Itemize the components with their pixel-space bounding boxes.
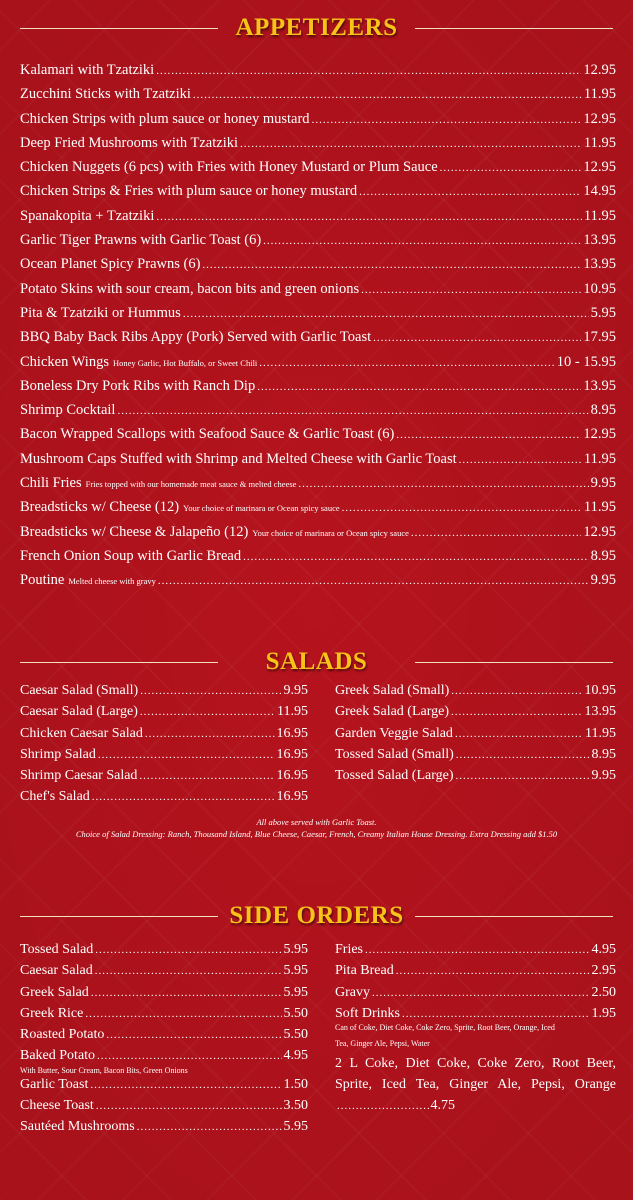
menu-item (20, 704, 308, 725)
dot-leader (456, 770, 590, 782)
menu-item (335, 985, 616, 1006)
menu-item (20, 1006, 308, 1027)
dot-leader (455, 728, 583, 740)
item-price: 12.95 (583, 62, 616, 78)
item-price: 5.95 (283, 984, 308, 1000)
salads-left-list (20, 683, 308, 811)
item-name: Mushroom Caps Stuffed with Shrimp and Melted Cheese with Garlic Toast (20, 450, 457, 467)
two-litre-text: 2 L Coke, Diet Coke, Coke Zero, Root Beer, Sprite, Iced Tea, Ginger Ale, Pepsi, Orange (335, 1056, 616, 1093)
two-litre-price-row (335, 1095, 455, 1115)
item-price: 11.95 (583, 207, 616, 224)
item-price: 3.50 (283, 1098, 308, 1114)
item-name: Chicken Wings (20, 353, 109, 370)
menu-item (20, 135, 616, 159)
menu-item (20, 208, 616, 232)
item-price: 2.50 (591, 984, 616, 1000)
menu-item (20, 726, 308, 747)
item-name: Ocean Planet Spicy Prawns (6) (20, 256, 201, 273)
menu-item (20, 683, 308, 704)
menu-item (335, 747, 616, 768)
dot-leader (90, 1079, 281, 1091)
item-name: Pita & Tzatziki or Hummus (20, 304, 181, 321)
menu-item (20, 548, 616, 572)
item-name: Garlic Toast (20, 1076, 89, 1092)
menu-item (20, 232, 616, 256)
item-name: Pita Bread (335, 963, 394, 979)
item-price: 11.95 (583, 499, 616, 516)
dot-leader (411, 527, 582, 539)
item-price: 16.95 (276, 789, 308, 805)
dot-leader (337, 1096, 429, 1117)
item-name: BBQ Baby Back Ribs Appy (Pork) Served with Garlic Toast (20, 329, 372, 346)
dot-leader (359, 186, 581, 198)
item-price: 5.95 (283, 942, 308, 957)
two-litre-wrapper (335, 1053, 616, 1116)
item-name: Chicken Caesar Salad (20, 725, 143, 741)
dot-leader (193, 89, 582, 101)
dot-leader (95, 944, 281, 956)
menu-item (20, 111, 616, 135)
dot-leader (140, 706, 275, 718)
item-price: 4.95 (591, 942, 616, 957)
dot-leader (456, 749, 590, 761)
dot-leader (98, 749, 275, 761)
item-price: 12.95 (583, 523, 616, 540)
menu-item (20, 768, 308, 789)
dot-leader (342, 502, 582, 514)
item-name: Caesar Salad (Large) (20, 704, 138, 720)
salads-right-list (335, 683, 616, 789)
sides-left-list (20, 942, 308, 1141)
item-price: 5.95 (590, 304, 616, 321)
item-name: Roasted Potato (20, 1027, 105, 1043)
dot-leader (396, 429, 581, 441)
item-price: 13.95 (583, 377, 616, 394)
item-price: 12.95 (583, 426, 616, 443)
item-price: 11.95 (583, 134, 616, 151)
menu-item (335, 683, 616, 704)
dot-leader (451, 706, 582, 718)
item-name: Shrimp Salad (20, 746, 96, 762)
item-price: 2.95 (591, 963, 616, 979)
item-name: Soft Drinks (335, 1005, 400, 1021)
item-name: Breadsticks w/ Cheese (12) (20, 499, 180, 516)
menu-item (20, 159, 616, 183)
item-price: 16.95 (276, 768, 308, 784)
item-price: 4.95 (283, 1048, 308, 1064)
dot-leader (140, 685, 281, 697)
item-price: 5.50 (283, 1005, 308, 1021)
item-note: Melted cheese with gravy (68, 576, 156, 587)
item-price: 11.95 (277, 704, 308, 720)
dot-leader (91, 987, 282, 999)
soft-drinks-note: Can of Coke, Diet Coke, Coke Zero, Sprite, Root Beer, Orange, Iced (335, 1023, 555, 1033)
item-name: Greek Rice (20, 1005, 84, 1021)
dot-leader (257, 381, 581, 393)
menu-item (20, 256, 616, 280)
item-price: 16.95 (276, 725, 308, 741)
menu-item (20, 1119, 308, 1140)
menu-item (20, 963, 308, 984)
item-price: 9.95 (590, 475, 616, 492)
sides-header (0, 898, 633, 934)
dot-leader (85, 1008, 281, 1020)
soft-drinks-note-2: Tea, Ginger Ale, Pepsi, Water (335, 1039, 430, 1049)
dot-leader (259, 357, 554, 369)
item-price: 13.95 (583, 256, 616, 273)
dot-leader (97, 1050, 281, 1062)
item-name: Shrimp Cocktail (20, 402, 116, 419)
dot-leader (402, 1008, 590, 1020)
item-price: 9.95 (590, 572, 616, 589)
item-name: Greek Salad (Small) (335, 683, 450, 698)
menu-item (20, 305, 616, 329)
item-name: Greek Salad (20, 984, 89, 1000)
dot-leader (240, 138, 582, 150)
item-note: Your choice of marinara or Ocean spicy sauce (252, 527, 409, 538)
menu-item (20, 426, 616, 450)
menu-item (20, 789, 308, 810)
item-name: Spanakopita + Tzatziki (20, 207, 155, 224)
item-price: 12.95 (583, 159, 616, 176)
item-price: 5.95 (283, 963, 308, 979)
dot-leader (92, 791, 275, 803)
dot-leader (459, 454, 582, 466)
appetizers-title: APPETIZERS (235, 14, 398, 41)
item-price: 16.95 (276, 746, 308, 762)
item-price: 10 - 15.95 (556, 353, 616, 370)
item-price: 1.95 (591, 1005, 616, 1021)
item-note: Honey Garlic, Hot Buffalo, or Sweet Chili (112, 357, 258, 368)
dot-leader (396, 965, 590, 977)
item-name: Shrimp Caesar Salad (20, 768, 138, 784)
two-litre-item (335, 1056, 616, 1092)
item-name: Greek Salad (Large) (335, 704, 450, 720)
menu-item (20, 281, 616, 305)
item-price: 10.95 (583, 280, 616, 297)
menu-item (20, 62, 616, 86)
item-name: Garlic Tiger Prawns with Garlic Toast (6) (20, 232, 262, 249)
item-name: Deep Fried Mushrooms with Tzatziki (20, 134, 239, 151)
menu-item (20, 499, 616, 523)
menu-item (20, 354, 616, 378)
item-name: Garden Veggie Salad (335, 725, 453, 741)
menu-item (20, 183, 616, 207)
menu-item (20, 1027, 308, 1048)
menu-item (335, 963, 616, 984)
dot-leader (117, 405, 588, 417)
dot-leader (365, 944, 590, 956)
sides-title: SIDE ORDERS (229, 902, 404, 929)
menu-item (20, 1077, 308, 1098)
item-name: Caesar Salad (Small) (20, 683, 139, 698)
menu-item (335, 726, 616, 747)
item-note: Fries topped with our homemade meat sauce & melted cheese (85, 479, 297, 490)
menu-item (20, 985, 308, 1006)
menu-item (20, 329, 616, 353)
item-name: Baked Potato (20, 1048, 96, 1064)
dot-leader (96, 1100, 282, 1112)
menu-item (20, 524, 616, 548)
dot-leader (156, 65, 581, 77)
menu-item (335, 768, 616, 789)
dot-leader (145, 728, 275, 740)
item-name: French Onion Soup with Garlic Bread (20, 547, 242, 564)
dot-leader (156, 211, 582, 223)
appetizers-header (0, 10, 633, 46)
item-price: 9.95 (591, 768, 616, 784)
item-price: 12.95 (583, 110, 616, 127)
item-name: Chili Fries (20, 475, 82, 492)
dot-leader (263, 235, 581, 247)
salads-dressing-note: Choice of Salad Dressing: Ranch, Thousand Island, Blue Cheese, Caesar, French, Creamy Italian House Dressing. Extra Dressing add $1.50 (75, 829, 558, 839)
item-price: 1.50 (283, 1076, 308, 1092)
menu-item (20, 86, 616, 110)
menu-item (335, 704, 616, 725)
item-note: Your choice of marinara or Ocean spicy sauce (183, 503, 340, 514)
menu-item (20, 378, 616, 402)
baked-potato-note: With Butter, Sour Cream, Bacon Bits, Green Onions (20, 1065, 188, 1075)
item-price: 11.95 (583, 86, 616, 103)
item-name: Tossed Salad (Large) (335, 768, 454, 784)
item-name: Tossed Salad (Small) (335, 746, 454, 762)
appetizers-list (20, 62, 616, 597)
dot-leader (298, 478, 588, 490)
menu-item (20, 942, 308, 963)
item-price: 8.95 (591, 746, 616, 762)
menu-item (335, 942, 616, 963)
menu-item (20, 747, 308, 768)
item-name: Cheese Toast (20, 1098, 94, 1114)
dot-leader (361, 284, 581, 296)
item-name: Tossed Salad (20, 942, 94, 957)
item-name: Kalamari with Tzatziki (20, 62, 155, 78)
item-name: Caesar Salad (20, 963, 93, 979)
item-price: 13.95 (584, 704, 616, 720)
item-name: Chicken Strips & Fries with plum sauce or honey mustard (20, 183, 358, 200)
item-price: 11.95 (583, 450, 616, 467)
dot-leader (312, 114, 582, 126)
item-name: Chef's Salad (20, 789, 90, 805)
divider-line (20, 916, 218, 917)
item-price: 10.95 (584, 683, 616, 698)
item-price: 17.95 (583, 329, 616, 346)
menu-item (20, 451, 616, 475)
item-name: Chicken Strips with plum sauce or honey mustard (20, 110, 310, 127)
item-name: Poutine (20, 572, 65, 589)
item-price: 4.75 (430, 1098, 455, 1114)
dot-leader (137, 1121, 282, 1133)
dot-leader (139, 770, 274, 782)
sides-right-list (335, 942, 616, 1116)
dot-leader (451, 685, 582, 697)
divider-line (415, 916, 613, 917)
dot-leader (440, 162, 582, 174)
item-name: Sautéed Mushrooms (20, 1119, 135, 1135)
item-name: Potato Skins with sour cream, bacon bits and green onions (20, 280, 360, 297)
dot-leader (158, 575, 589, 587)
item-price: 5.50 (283, 1027, 308, 1043)
salads-garlic-note: All above served with Garlic Toast. (256, 817, 377, 827)
item-price: 5.95 (283, 1119, 308, 1135)
item-name: Chicken Nuggets (6 pcs) with Fries with Honey Mustard or Plum Sauce (20, 159, 438, 176)
item-name: Boneless Dry Pork Ribs with Ranch Dip (20, 377, 256, 394)
dot-leader (106, 1029, 281, 1041)
dot-leader (183, 308, 589, 320)
item-name: Gravy (335, 984, 370, 1000)
item-name: Bacon Wrapped Scallops with Seafood Sauce & Garlic Toast (6) (20, 426, 395, 443)
salads-header (0, 644, 633, 680)
dot-leader (373, 332, 581, 344)
item-price: 9.95 (283, 683, 308, 698)
dot-leader (95, 965, 282, 977)
menu-item (20, 402, 616, 426)
menu-item (20, 475, 616, 499)
divider-line (415, 662, 613, 663)
item-price: 14.95 (583, 183, 616, 200)
divider-line (415, 28, 613, 29)
salads-title: SALADS (265, 648, 368, 675)
item-price: 13.95 (583, 232, 616, 249)
menu-item (20, 572, 616, 596)
menu-item (20, 1098, 308, 1119)
dot-leader (243, 551, 589, 563)
item-name: Breadsticks w/ Cheese & Jalapeño (12) (20, 523, 249, 540)
item-price: 8.95 (590, 402, 616, 419)
item-price: 11.95 (585, 725, 616, 741)
divider-line (20, 662, 218, 663)
dot-leader (202, 259, 581, 271)
item-name: Zucchini Sticks with Tzatziki (20, 86, 191, 103)
dot-leader (372, 987, 590, 999)
divider-line (20, 28, 218, 29)
item-price: 8.95 (590, 547, 616, 564)
item-name: Fries (335, 942, 363, 957)
